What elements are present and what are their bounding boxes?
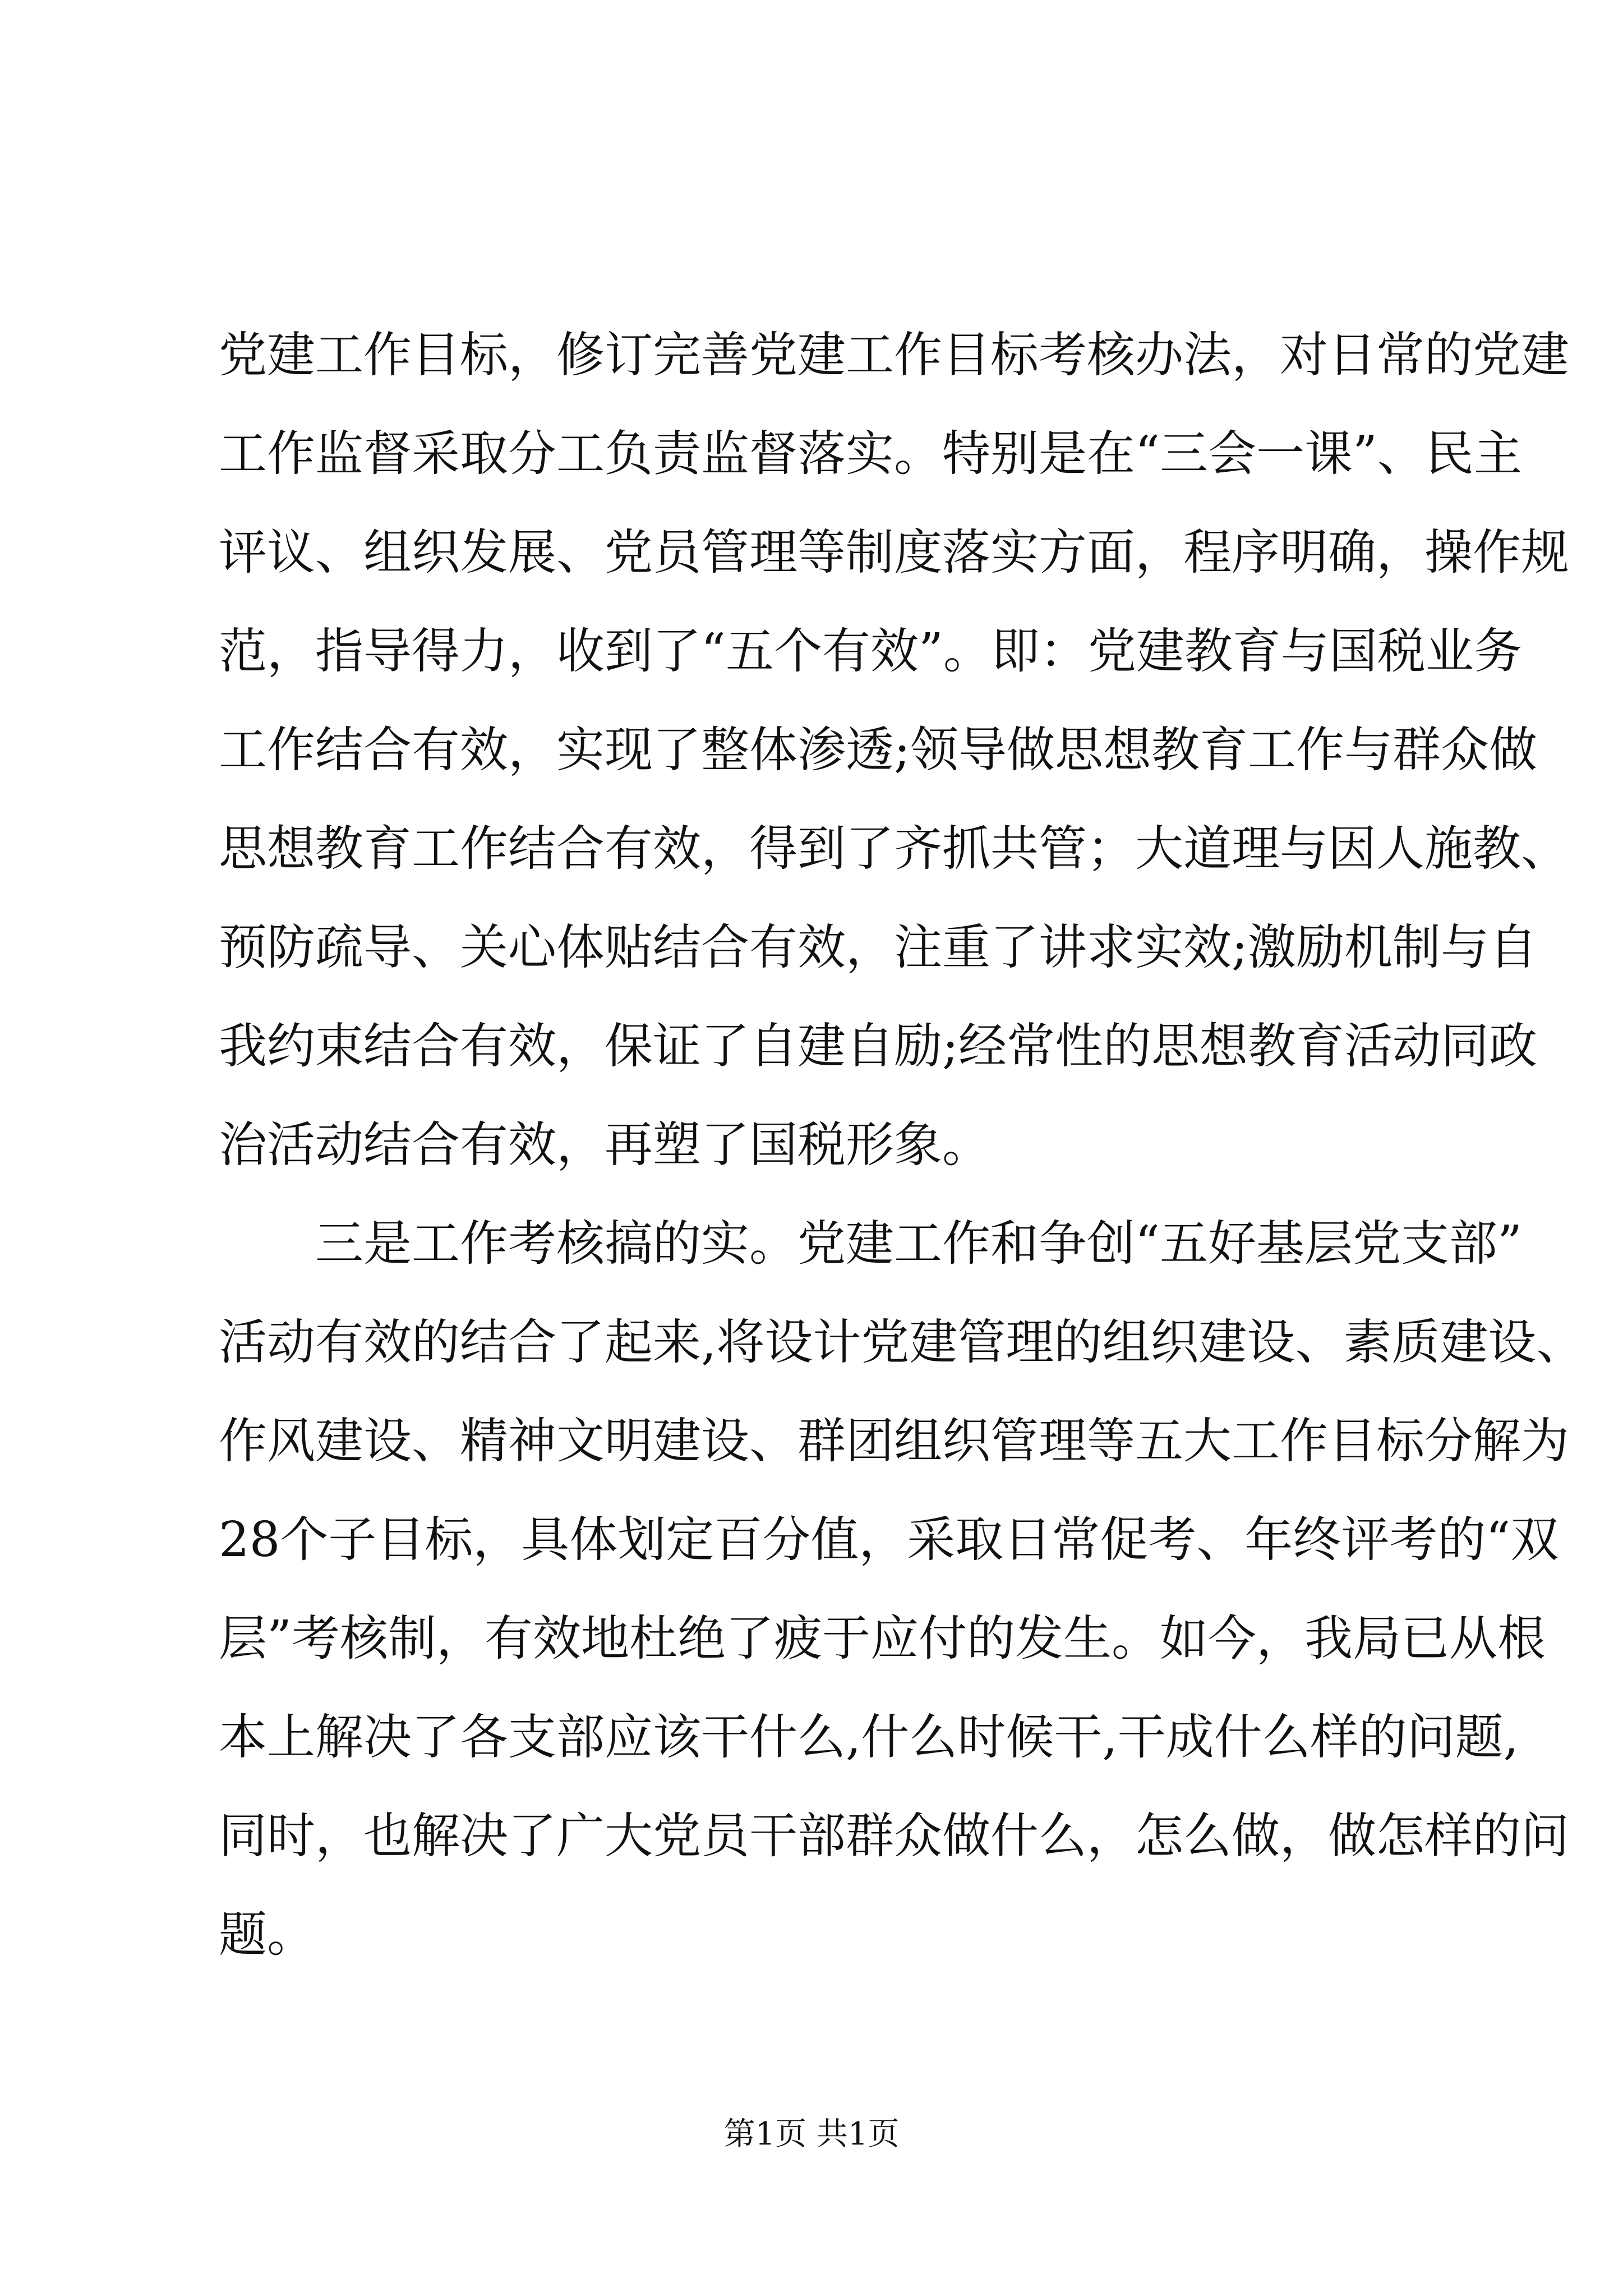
text-line: 本上解决了各支部应该干什么,什么时候干,干成什么样的问题, — [219, 1709, 1519, 1765]
text-line: 评议、组织发展、党员管理等制度落实方面，程序明确，操作规 — [219, 524, 1569, 581]
paragraph-1 — [219, 306, 1569, 1194]
text-line: 工作监督采取分工负责监督落实。特别是在“三会一课”、民主 — [219, 426, 1522, 482]
text-line: 作风建设、精神文明建设、群团组织管理等五大工作目标分解为 — [219, 1413, 1569, 1469]
text-line: 工作结合有效，实现了整体渗透;领导做思想教育工作与群众做 — [219, 722, 1537, 778]
text-line: 我约束结合有效，保证了自建自励;经常性的思想教育活动同政 — [219, 1018, 1537, 1074]
text-line: 28个子目标，具体划定百分值，采取日常促考、年终评考的“双 — [219, 1512, 1559, 1568]
text-line: 层”考核制，有效地杜绝了疲于应付的发生。如今，我局已从根 — [219, 1611, 1546, 1667]
text-line: 思想教育工作结合有效，得到了齐抓共管；大道理与因人施教、 — [219, 821, 1569, 877]
document-body — [219, 306, 1585, 1984]
text-line: 三是工作考核搞的实。党建工作和争创“五好基层党支部” — [315, 1216, 1522, 1272]
text-line: 治活动结合有效，再塑了国税形象。 — [219, 1117, 990, 1173]
text-line: 党建工作目标，修订完善党建工作目标考核办法，对日常的党建 — [219, 327, 1569, 383]
text-line: 题。 — [219, 1907, 315, 1963]
text-line: 预防疏导、关心体贴结合有效，注重了讲求实效;激励机制与自 — [219, 919, 1537, 976]
page-footer — [0, 2112, 1623, 2157]
page-number-label: 第1页 共1页 — [723, 2116, 900, 2152]
text-line: 活动有效的结合了起来,将设计党建管理的组织建设、素质建设、 — [219, 1314, 1585, 1370]
text-line: 同时，也解决了广大党员干部群众做什么，怎么做，做怎样的问 — [219, 1808, 1569, 1864]
text-line: 范，指导得力，收到了“五个有效”。即：党建教育与国税业务 — [219, 623, 1522, 679]
paragraph-2 — [219, 1194, 1585, 1984]
